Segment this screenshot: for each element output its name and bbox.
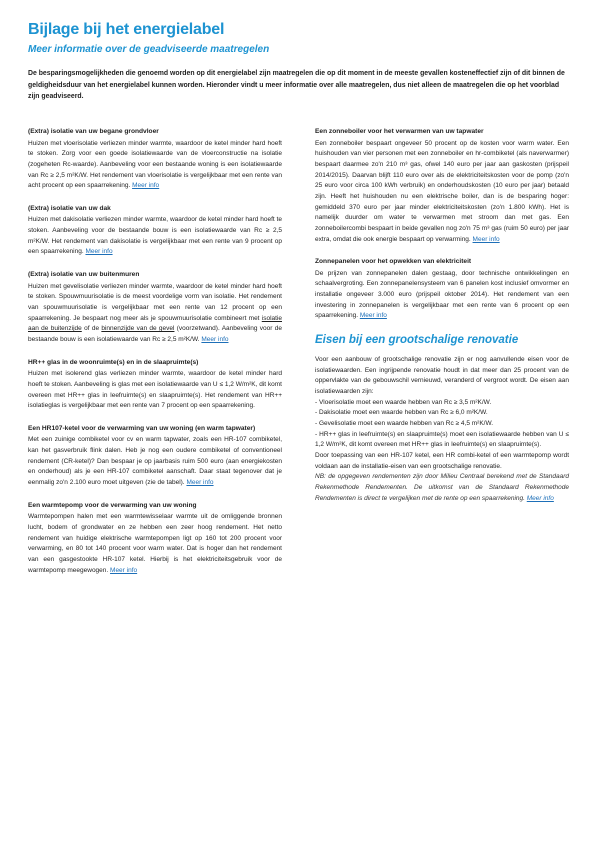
requirement-item: - HR++ glas in leefruimte(s) en slaapruimte(s) moet een isolatiewaarde hebben van U ≤ 1,2 W/m²K, dit komt overeen met HR++ glas in leefruimte(s) en slaapruimte(s). xyxy=(315,430,569,449)
more-info-link[interactable]: Meer info xyxy=(186,479,214,487)
section-text: Huizen met dakisolatie verliezen minder warmte, waardoor de ketel minder hard hoeft te stoken. Aanbeveling voor de bestaande bouw is een isolatiewaarde van Rc ≥ 2,5 m²K/W. Het rendement van dakisolatie is vergelijkbaar met een rente van 9 procent op een spaarrekening. Meer info xyxy=(28,216,282,256)
intro-paragraph: De besparingsmogelijkheden die genoemd worden op dit energielabel zijn maatregelen die op dit moment in de meeste gevallen kosteneffectief zijn of dit binnen de geldigheidsduur van het energielabel kunnen worden. Hieronder vindt u meer informatie over alle maatregelen, dus niet alleen de maatregelen die op het voorblad zijn geadviseerd. xyxy=(28,70,565,101)
section-solar-boiler xyxy=(315,127,569,245)
section-text: Huizen met vloerisolatie verliezen minder warmte, waardoor de ketel minder hard hoeft te stoken. Zorg voor een goede isolatiewaarde van de vloerconstructie na isolatie (zogeheten Rc-waarde). Aanbeveling voor een bestaande woning is een isolatiewaarde van Rc ≥ 2,5 m²K/W. Het rendement van vloerisolatie is vergelijkbaar met een rente van acht procent op een spaarrekening. Meer info xyxy=(28,139,282,190)
requirement-item: - Gevelisolatie moet een waarde hebben van Rc ≥ 4,5 m²K/W. xyxy=(315,419,494,427)
section-heat-pump xyxy=(28,501,282,577)
requirement-item: - Vloerisolatie moet een waarde hebben van Rc ≥ 3,5 m²K/W. xyxy=(315,398,492,406)
section-solar-panels xyxy=(315,257,569,322)
more-info-link[interactable]: Meer info xyxy=(132,182,160,190)
section-text: Huizen met isolerend glas verliezen minder warmte, waardoor de ketel minder hard hoeft te stoken. Aanbeveling is glas met een isolatiewaarde van U ≤ 1,2 W/m²K, dit komt overeen met HR++ glas in leefruimte(s) en slaapruimte(s). Het rendement van HR++ isolatieglas is vergelijkbaar met een rente van 7 procent op een spaarrekening. xyxy=(28,370,282,410)
external-insulation-link[interactable]: isolatie aan de buitenzijde xyxy=(28,314,282,333)
section-hr-glass xyxy=(28,358,282,412)
renovation-closing: Door toepassing van een HR-107 ketel, een HR combi-ketel of een warmtepomp wordt voldaan aan de installatie-eisen van een grootschalige renovatie. xyxy=(315,451,569,470)
footnote: NB: de opgegeven rendementen zijn door Milieu Centraal berekend met de Standaard Rekenmethode Rendementen. De uitkomst van de Standaard Rekenmethode Rendementen is direct te vergelijken met de rente op een spaarrekening. Meer info xyxy=(315,473,569,502)
renovation-heading: Eisen bij een grootschalige renovatie xyxy=(315,334,519,347)
more-info-link[interactable]: Meer info xyxy=(526,494,554,502)
requirement-item: - Dakisolatie moet een waarde hebben van Rc ≥ 6,0 m²K/W. xyxy=(315,409,488,417)
more-info-link[interactable]: Meer info xyxy=(359,312,387,320)
section-text: Met een zuinige combiketel voor cv en warm tapwater, zoals een HR-107 combiketel, kan het gasverbruik flink dalen. Heb je nog een oudere combiketel of conventioneel rendement (CR-ketel)? Dan bespaar je op jaarbasis ruim 500 euro (aan energiekosten en onderhoud) als je een HR-107 combiketel aanschaft. Daar staat tegenover dat je eenmalig zo'n 2.100 euro moet uitgeven (zie de tabel). Meer info xyxy=(28,436,282,487)
section-heading: HR++ glas in de woonruimte(s) en in de slaapruimte(s) xyxy=(28,358,199,366)
section-heading: Zonnepanelen voor het opwekken van elektriciteit xyxy=(315,258,472,266)
section-heading: (Extra) isolatie van uw begane grondvloer xyxy=(28,128,159,135)
section-text: Een zonneboiler bespaart ongeveer 50 procent op de kosten voor warm water. Een huishouden van vier personen met een zonneboiler en hr-combiketel (als naverwarmer) bespaart daarmee zo'n 210 m³ gas, ofwel 140 euro per jaar aan gaskosten (prijspeil 2014/2015). Daarvan blijft 110 euro over als de elektriciteitskosten voor de pomp (zo'n 25 euro voor circa 100 kWh verbruik) en onderhoudskosten (10 euro per jaar) betaald zijn. Heeft het huishouden nu een elektrische boiler, dan is de besparing hoger: gemiddeld 370 euro per jaar minder elektriciteitskosten (zo'n 1.800 kWh). Het is namelijk duurder om water te verwarmen met stroom dan met gas. Een zonneboilercombi bespaart in beide gevallen nog zo'n 75 m³ gas (ruim 50 euro) per jaar extra, omdat die ook energie bespaart op verwarming. Meer info xyxy=(315,139,569,243)
renovation-intro: Voor een aanbouw of grootschalige renovatie zijn er nog aanvullende eisen voor de isolatiewaarden. Een ingrijpende renovatie houdt in dat meer dan 25 procent van de oppervlakte van de gebouwschil vernieuwd, veranderd of vergroot wordt. De eisen aan isolatiewaarden zijn: xyxy=(315,356,569,395)
section-heading: (Extra) isolatie van uw dak xyxy=(28,204,111,212)
section-wall-insulation xyxy=(28,270,282,346)
section-text: Huizen met gevelisolatie verliezen minder warmte, waardoor de ketel minder hard hoeft te stoken. Spouwmuurisolatie is de meest voordelige vorm van isolatie. Het rendement van spouwmuurisolatie is vergelijkbaar met een rente van 12 procent op een spaarrekening. Je bespaart nog meer als je spouwmuurisolatie combineert met isolatie aan de buitenzijde of de binnenzijde van de gevel (voorzetwand). Aanbeveling voor de bestaande bouw is een isolatiewaarde van Rc ≥ 2,5 m²K/W. Meer info xyxy=(28,282,282,343)
section-heading: Een zonneboiler voor het verwarmen van uw tapwater xyxy=(315,128,484,135)
internal-insulation-link[interactable]: binnenzijde van de gevel xyxy=(101,325,175,333)
section-roof-insulation xyxy=(28,204,282,258)
section-floor-insulation xyxy=(28,127,282,192)
more-info-link[interactable]: Meer info xyxy=(472,235,500,243)
more-info-link[interactable]: Meer info xyxy=(201,335,229,343)
page-title: Bijlage bij het energielabel xyxy=(28,21,225,38)
section-heading: Een HR107-ketel voor de verwarming van uw woning (en warm tapwater) xyxy=(28,424,256,432)
section-hr107-boiler xyxy=(28,424,282,489)
section-heading: (Extra) isolatie van uw buitenmuren xyxy=(28,271,140,279)
left-column xyxy=(28,127,282,588)
section-heading: Een warmtepomp voor de verwarming van uw woning xyxy=(28,501,197,509)
more-info-link[interactable]: Meer info xyxy=(85,248,113,256)
page-subtitle: Meer informatie over de geadviseerde maatregelen xyxy=(28,44,270,55)
section-renovation-requirements xyxy=(315,334,569,504)
section-text: Warmtepompen halen met een warmtewisselaar warmte uit de omliggende bronnen lucht, bodem of grondwater en ze hebben een zeer hoog rendement. Het netto rendement van huidige elektrische warmtepompen ligt op 160 tot 200 procent voor verwarming, en 80 tot 140 procent voor warm water. Dat is hoger dan het rendement van een gasgestookte HR-107 ketel. Hierbij is het elektriciteitsgebruik voor de warmtepomp meegewogen. Meer info xyxy=(28,513,282,574)
right-column xyxy=(315,127,569,516)
section-text: De prijzen van zonnepanelen dalen gestaag, door technische ontwikkelingen en schaalvergroting. Een zonnepanelensysteem van 6 panelen kost inclusief omvormer en installatie ongeveer 3.000 euro (prijspeil oktober 2014). Het rendement van een investering in zonnepanelen is vergelijkbaar met een rente van 6 procent op een spaarrekening. Meer info xyxy=(315,269,569,320)
more-info-link[interactable]: Meer info xyxy=(110,566,138,574)
